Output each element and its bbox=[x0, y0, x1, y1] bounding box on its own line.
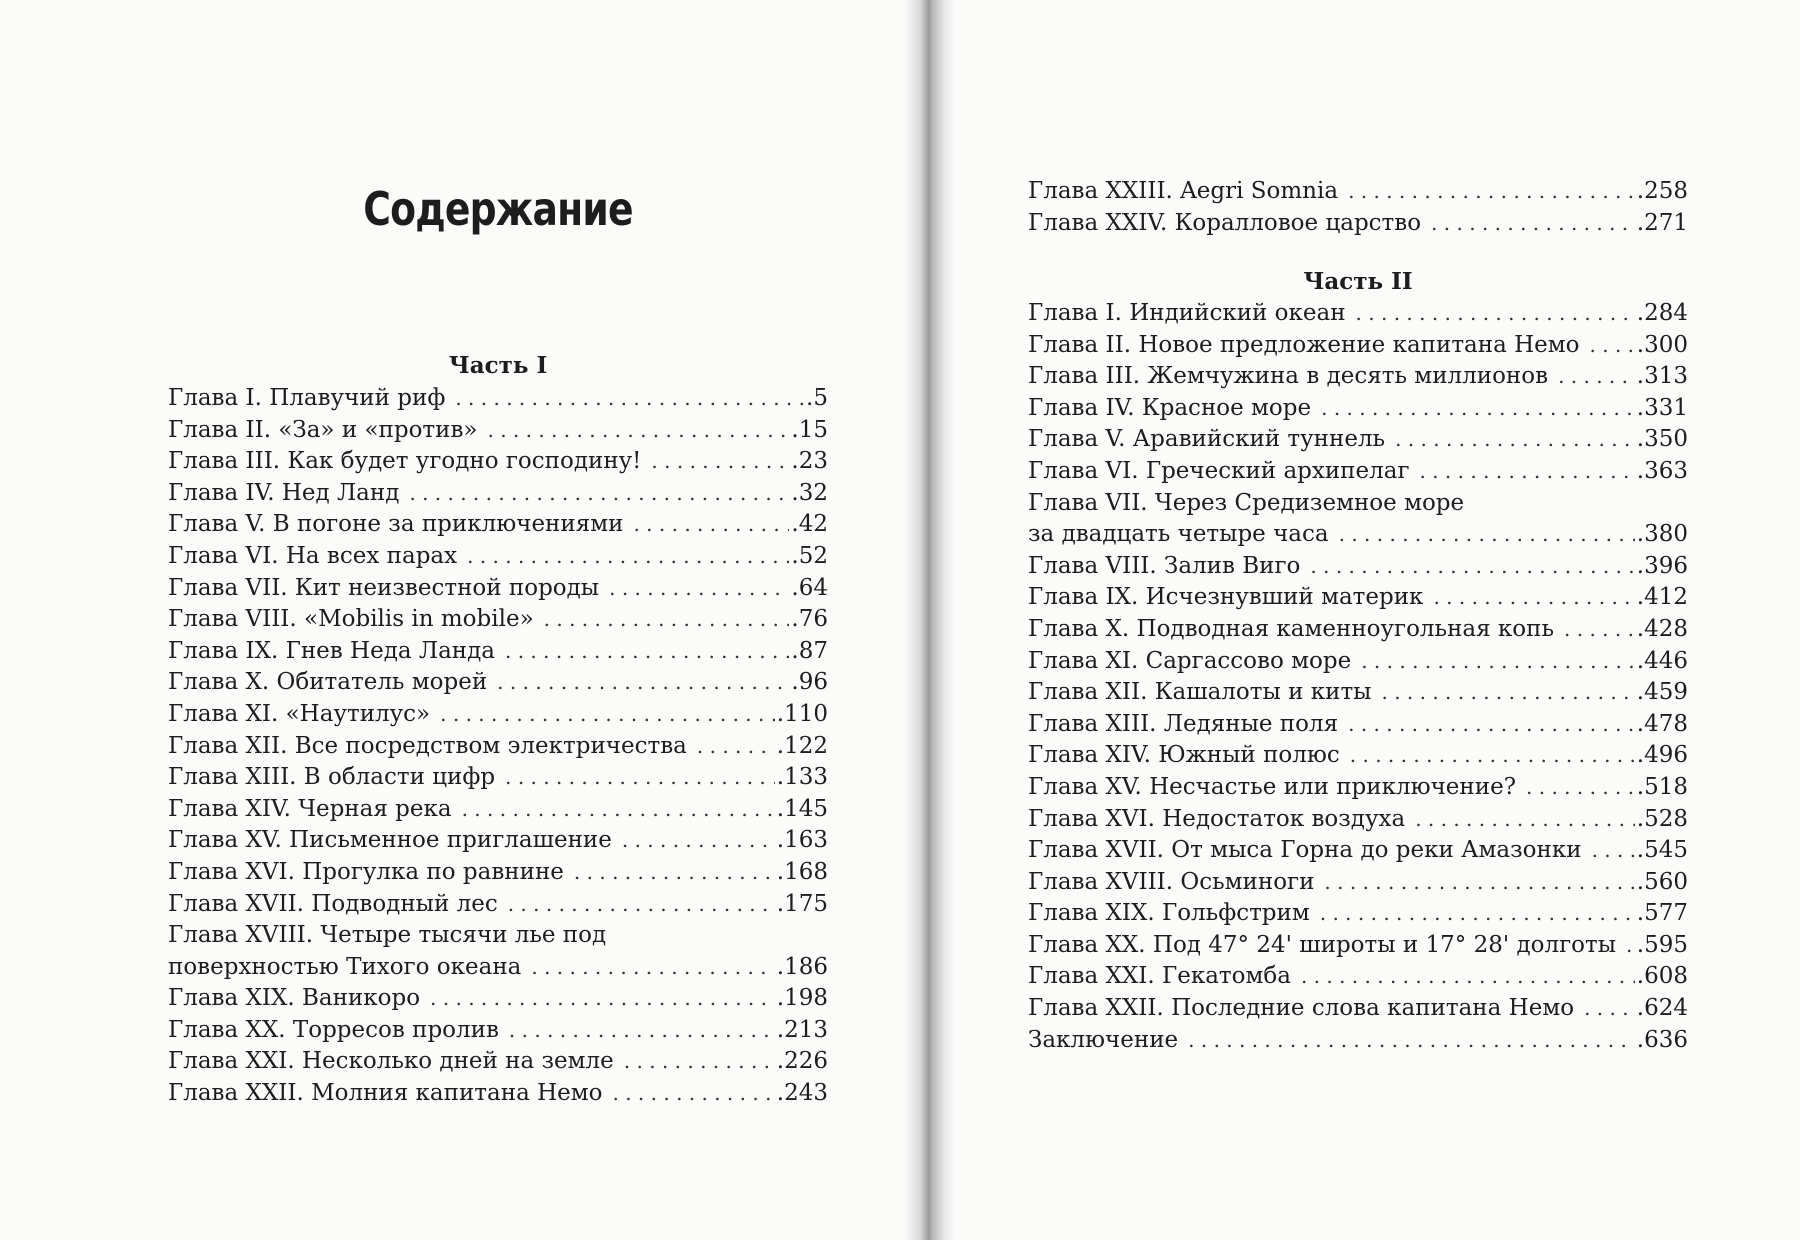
dot-leader bbox=[467, 541, 789, 573]
toc-entry bbox=[1028, 961, 1688, 993]
dot-leader bbox=[508, 889, 775, 921]
toc-entry-title: Глава III. Жемчужина в десять миллионов bbox=[1028, 363, 1549, 390]
toc-entry-title: Глава XVI. Прогулка по равнине bbox=[168, 858, 564, 885]
toc-entry-title: Глава XV. Несчастье или приключение? bbox=[1028, 773, 1517, 800]
toc-entry-page-number: .313 bbox=[1636, 363, 1688, 390]
part-heading-1: Часть I bbox=[448, 352, 548, 379]
dot-leader bbox=[624, 1046, 775, 1078]
toc-entry bbox=[168, 667, 828, 699]
toc-entry bbox=[168, 794, 828, 826]
toc-entry-title: Глава XI. «Наутилус» bbox=[168, 700, 431, 727]
toc-entry-title: Глава XX. Торресов пролив bbox=[168, 1016, 499, 1043]
toc-entry-title: Глава XVIII. Осьминоги bbox=[1028, 868, 1315, 895]
toc-entry-page-number: .300 bbox=[1636, 331, 1688, 358]
toc-entry bbox=[1028, 1025, 1688, 1057]
toc-entry-page-number: .186 bbox=[776, 953, 828, 980]
toc-entry-title: Глава V. В погоне за приключениями bbox=[168, 511, 624, 538]
toc-entry-page-number: .32 bbox=[791, 479, 828, 506]
dot-leader bbox=[1320, 898, 1635, 930]
toc-entry-page-number: .23 bbox=[791, 448, 828, 475]
toc-entry-title: Глава XXI. Гекатомба bbox=[1028, 963, 1291, 990]
toc-entry-page-number: .76 bbox=[791, 606, 828, 633]
toc-entry-page-number: .96 bbox=[791, 669, 828, 696]
toc-entry-page-number: .110 bbox=[776, 700, 828, 727]
dot-leader bbox=[1415, 804, 1635, 836]
toc-entry-page-number: .168 bbox=[776, 858, 828, 885]
toc-entry-page-number: .42 bbox=[791, 511, 828, 538]
dot-leader bbox=[1348, 176, 1635, 208]
toc-entry-page-number: .350 bbox=[1636, 426, 1688, 453]
dot-leader bbox=[1558, 361, 1635, 393]
toc-entry bbox=[1028, 993, 1688, 1025]
toc-entry-page-number: .624 bbox=[1636, 995, 1688, 1022]
toc-entry bbox=[1028, 646, 1688, 678]
toc-entry-title: Глава IV. Красное море bbox=[1028, 394, 1312, 421]
toc-entry-title: Глава I. Индийский океан bbox=[1028, 300, 1346, 326]
toc-entry bbox=[168, 699, 828, 731]
toc-entry bbox=[1028, 740, 1688, 772]
toc-entry-page-number: .396 bbox=[1636, 552, 1688, 579]
toc-entry-page-number: .271 bbox=[1636, 209, 1688, 236]
toc-entry bbox=[168, 573, 828, 605]
toc-list-part-1 bbox=[168, 383, 828, 1110]
part-heading-2: Часть II bbox=[1303, 268, 1413, 295]
toc-entry bbox=[1028, 456, 1688, 488]
toc-entry bbox=[168, 604, 828, 636]
toc-entry-page-number: .226 bbox=[776, 1048, 828, 1075]
toc-entry-title: Глава IX. Гнев Неда Ланда bbox=[168, 637, 495, 664]
book-gutter bbox=[905, 0, 955, 1240]
toc-list-part-2 bbox=[1028, 298, 1688, 1056]
dot-leader bbox=[1564, 614, 1635, 646]
dot-leader bbox=[497, 667, 789, 699]
toc-entry bbox=[1028, 867, 1688, 899]
toc-entry bbox=[1028, 930, 1688, 962]
dot-leader bbox=[1321, 393, 1635, 425]
toc-entry bbox=[1028, 298, 1688, 330]
toc-entry bbox=[1028, 519, 1688, 551]
toc-entry bbox=[168, 1015, 828, 1047]
dot-leader bbox=[609, 573, 789, 605]
toc-entry-title: за двадцать четыре часа bbox=[1028, 521, 1329, 548]
dot-leader bbox=[1324, 867, 1634, 899]
toc-entry-page-number: .608 bbox=[1636, 963, 1688, 990]
toc-entry bbox=[168, 952, 828, 984]
toc-entry-title: Глава I. Плавучий риф bbox=[168, 385, 446, 411]
toc-entry-page-number: .122 bbox=[776, 732, 828, 759]
toc-entry-title: Глава VIII. Залив Виго bbox=[1028, 552, 1301, 579]
dot-leader bbox=[1301, 961, 1635, 993]
dot-leader bbox=[1350, 740, 1635, 772]
toc-entry-title: поверхностью Тихого океана bbox=[168, 953, 522, 980]
toc-list-part-1-continued bbox=[1028, 176, 1688, 239]
toc-entry-page-number: .595 bbox=[1636, 931, 1688, 958]
toc-entry bbox=[1028, 424, 1688, 456]
toc-entry-page-number: .636 bbox=[1636, 1026, 1688, 1053]
dot-leader bbox=[1590, 330, 1635, 362]
toc-entry-title: Глава II. «За» и «против» bbox=[168, 416, 478, 443]
toc-entry bbox=[1028, 835, 1688, 867]
toc-entry-title: Глава VII. Кит неизвестной породы bbox=[168, 574, 600, 601]
toc-entry-page-number: .545 bbox=[1636, 837, 1688, 864]
toc-entry-title: Глава VI. Греческий архипелаг bbox=[1028, 457, 1410, 484]
toc-entry bbox=[1028, 393, 1688, 425]
toc-entry-page-number: .198 bbox=[776, 985, 828, 1012]
toc-entry-title: Глава X. Обитатель морей bbox=[168, 669, 488, 696]
dot-leader bbox=[509, 1015, 775, 1047]
toc-entry bbox=[168, 731, 828, 763]
toc-entry-title: Глава XII. Кашалоты и киты bbox=[1028, 679, 1372, 706]
toc-entry-page-number: .15 bbox=[791, 416, 828, 443]
toc-entry-title: Глава X. Подводная каменноугольная копь bbox=[1028, 615, 1555, 642]
toc-entry bbox=[1028, 176, 1688, 208]
dot-leader bbox=[651, 446, 789, 478]
toc-entry-page-number: .284 bbox=[1636, 300, 1688, 326]
dot-leader bbox=[505, 762, 775, 794]
toc-entry bbox=[168, 383, 828, 415]
toc-entry bbox=[1028, 709, 1688, 741]
toc-entry bbox=[168, 889, 828, 921]
toc-entry bbox=[1028, 582, 1688, 614]
toc-entry-title: Глава VIII. «Mobilis in mobile» bbox=[168, 606, 534, 633]
toc-entry-title: Глава XX. Под 47° 24' широты и 17° 28' долготы bbox=[1028, 931, 1617, 958]
toc-entry-page-number: .380 bbox=[1636, 521, 1688, 548]
toc-entry-title: Глава XVI. Недостаток воздуха bbox=[1028, 805, 1406, 832]
dot-leader bbox=[505, 636, 789, 668]
toc-entry bbox=[168, 541, 828, 573]
toc-entry-title: Глава XXI. Несколько дней на земле bbox=[168, 1048, 614, 1075]
toc-entry bbox=[1028, 488, 1688, 520]
dot-leader bbox=[622, 825, 775, 857]
toc-entry-page-number: .496 bbox=[1636, 742, 1688, 769]
toc-entry-page-number: .560 bbox=[1636, 868, 1688, 895]
toc-entry-page-number: .5 bbox=[806, 385, 828, 411]
toc-entry-title: Глава VII. Через Средиземное море bbox=[1028, 489, 1465, 516]
toc-entry bbox=[168, 478, 828, 510]
toc-entry-title: Глава II. Новое предложение капитана Немо bbox=[1028, 331, 1580, 358]
dot-leader bbox=[1381, 677, 1634, 709]
toc-entry-page-number: .577 bbox=[1636, 900, 1688, 927]
dot-leader bbox=[544, 604, 790, 636]
dot-leader bbox=[1361, 646, 1635, 678]
dot-leader bbox=[1433, 582, 1634, 614]
toc-entry bbox=[168, 1046, 828, 1078]
dot-leader bbox=[409, 478, 789, 510]
toc-entry-title: Глава XXIV. Коралловое царство bbox=[1028, 209, 1422, 236]
toc-entry bbox=[168, 983, 828, 1015]
toc-entry bbox=[168, 636, 828, 668]
toc-entry-title: Глава XVIII. Четыре тысячи лье под bbox=[168, 922, 607, 949]
toc-entry-page-number: .64 bbox=[791, 574, 828, 601]
toc-entry-title: Глава XIV. Черная река bbox=[168, 795, 452, 822]
toc-entry bbox=[1028, 772, 1688, 804]
toc-entry-page-number: .478 bbox=[1636, 710, 1688, 737]
toc-entry-page-number: .52 bbox=[791, 542, 828, 569]
toc-entry-title: Глава XIII. В области цифр bbox=[168, 764, 496, 791]
toc-entry bbox=[168, 415, 828, 447]
toc-entry-title: Глава XIII. Ледяные поля bbox=[1028, 710, 1339, 737]
toc-entry bbox=[1028, 804, 1688, 836]
toc-entry-title: Глава V. Аравийский туннель bbox=[1028, 426, 1386, 453]
toc-entry bbox=[1028, 361, 1688, 393]
toc-entry-title: Глава XV. Письменное приглашение bbox=[168, 827, 612, 854]
page-title: Содержание bbox=[363, 182, 633, 236]
dot-leader bbox=[613, 1078, 775, 1110]
dot-leader bbox=[488, 415, 790, 447]
toc-entry bbox=[1028, 677, 1688, 709]
toc-entry bbox=[1028, 614, 1688, 646]
toc-entry-page-number: .145 bbox=[776, 795, 828, 822]
dot-leader bbox=[1420, 456, 1635, 488]
dot-leader bbox=[697, 731, 775, 763]
toc-entry-title: Глава XIX. Гольфстрим bbox=[1028, 900, 1310, 927]
toc-entry-page-number: .528 bbox=[1636, 805, 1688, 832]
toc-entry-page-number: .163 bbox=[776, 827, 828, 854]
toc-entry-page-number: .87 bbox=[791, 637, 828, 664]
dot-leader bbox=[462, 794, 775, 826]
toc-entry-page-number: .258 bbox=[1636, 178, 1688, 204]
toc-entry-page-number: .412 bbox=[1636, 584, 1688, 611]
dot-leader bbox=[531, 952, 774, 984]
dot-leader bbox=[574, 857, 775, 889]
toc-entry-page-number: .459 bbox=[1636, 679, 1688, 706]
toc-entry-title: Глава XXII. Последние слова капитана Немо bbox=[1028, 995, 1575, 1022]
toc-entry-title: Глава IX. Исчезнувший материк bbox=[1028, 584, 1424, 611]
toc-entry-page-number: .331 bbox=[1636, 394, 1688, 421]
dot-leader bbox=[1356, 298, 1635, 330]
dot-leader bbox=[455, 383, 804, 415]
toc-entry bbox=[168, 762, 828, 794]
dot-leader bbox=[440, 699, 775, 731]
dot-leader bbox=[1188, 1025, 1635, 1057]
toc-entry-page-number: .133 bbox=[776, 764, 828, 791]
toc-entry bbox=[168, 857, 828, 889]
toc-entry bbox=[1028, 330, 1688, 362]
toc-entry-page-number: .518 bbox=[1636, 773, 1688, 800]
dot-leader bbox=[1310, 551, 1634, 583]
toc-entry-title: Глава XII. Все посредством электричества bbox=[168, 732, 687, 759]
dot-leader bbox=[430, 983, 775, 1015]
dot-leader bbox=[633, 509, 789, 541]
toc-entry-page-number: .363 bbox=[1636, 457, 1688, 484]
toc-entry-page-number: .243 bbox=[776, 1080, 828, 1107]
dot-leader bbox=[1584, 993, 1635, 1025]
toc-entry-page-number: .213 bbox=[776, 1016, 828, 1043]
toc-entry-title: Глава XVII. Подводный лес bbox=[168, 890, 498, 917]
toc-entry bbox=[1028, 551, 1688, 583]
toc-entry bbox=[168, 920, 828, 952]
toc-entry-page-number: .446 bbox=[1636, 647, 1688, 674]
toc-entry-title: Глава III. Как будет угодно господину! bbox=[168, 448, 642, 475]
toc-entry-title: Глава XI. Саргассово море bbox=[1028, 647, 1352, 674]
dot-leader bbox=[1431, 208, 1635, 240]
toc-entry bbox=[1028, 898, 1688, 930]
toc-entry-title: Глава XXII. Молния капитана Немо bbox=[168, 1080, 603, 1107]
toc-entry-title: Глава XXIII. Aegri Somnia bbox=[1028, 178, 1339, 204]
toc-entry-page-number: .428 bbox=[1636, 615, 1688, 642]
toc-entry-title: Глава XVII. От мыса Горна до реки Амазонки bbox=[1028, 837, 1582, 864]
dot-leader bbox=[1626, 930, 1635, 962]
toc-entry bbox=[1028, 208, 1688, 240]
toc-entry-page-number: .175 bbox=[776, 890, 828, 917]
dot-leader bbox=[1348, 709, 1635, 741]
toc-entry-title: Глава VI. На всех парах bbox=[168, 542, 458, 569]
dot-leader bbox=[1526, 772, 1635, 804]
toc-entry-title: Глава XIV. Южный полюс bbox=[1028, 742, 1340, 769]
toc-entry-title: Глава XIX. Ваникоро bbox=[168, 985, 421, 1012]
dot-leader bbox=[1592, 835, 1635, 867]
toc-entry bbox=[168, 446, 828, 478]
toc-entry-title: Глава IV. Нед Ланд bbox=[168, 479, 400, 506]
toc-entry bbox=[168, 509, 828, 541]
dot-leader bbox=[1339, 519, 1635, 551]
toc-entry bbox=[168, 1078, 828, 1110]
dot-leader bbox=[1395, 424, 1635, 456]
toc-entry-title: Заключение bbox=[1028, 1026, 1179, 1053]
toc-entry bbox=[168, 825, 828, 857]
